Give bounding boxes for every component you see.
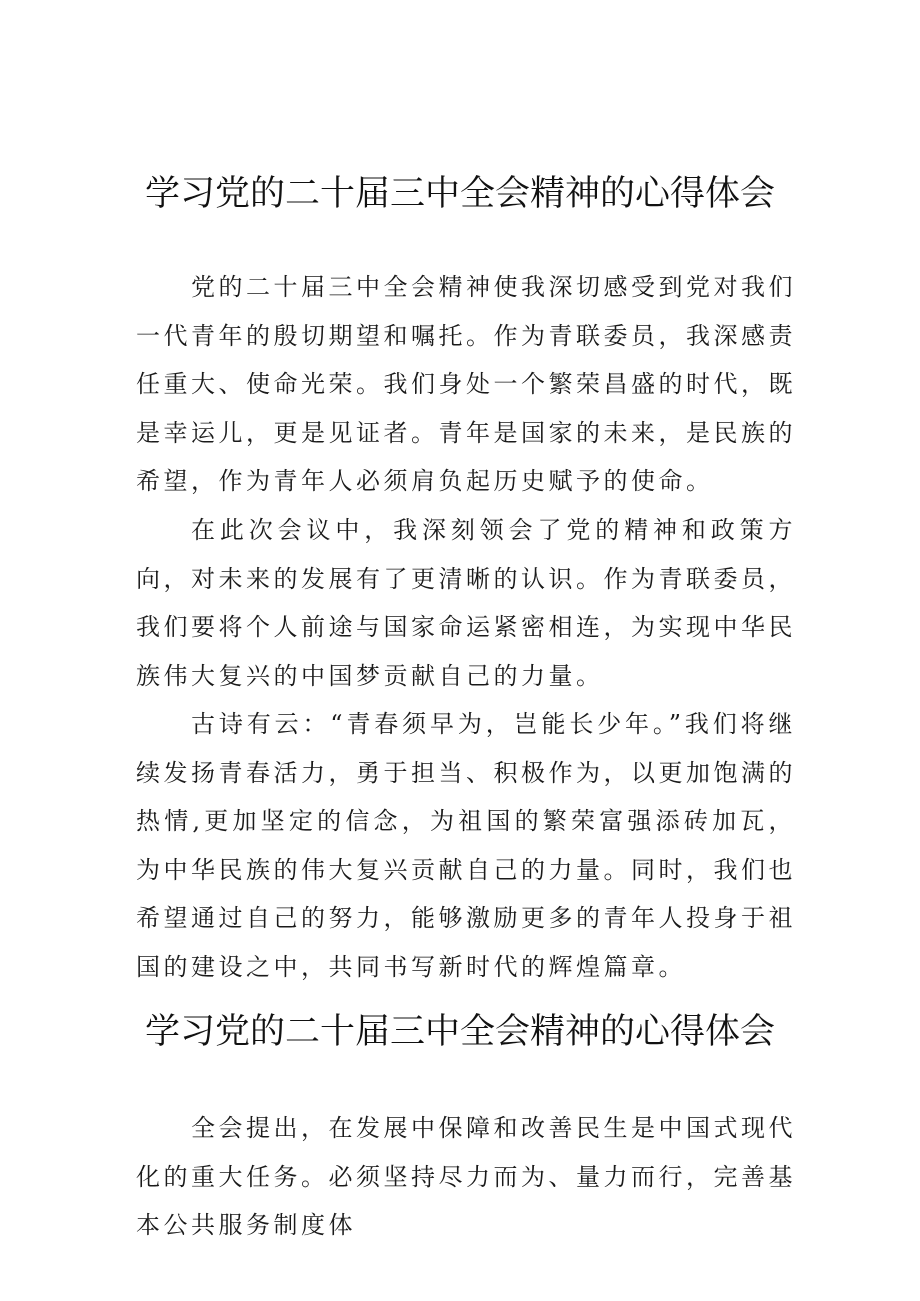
section-1-paragraph-2: 在此次会议中，我深刻领会了党的精神和政策方向，对未来的发展有了更清晰的认识。作为青联委员，我们要将个人前途与国家命运紧密相连，为实现中华民族伟大复兴的中国梦贡献自己的力量。 [136, 516, 796, 690]
section-1-title: 学习党的二十届三中全会精神的心得体会 [144, 174, 775, 214]
section-2-title: 学习党的二十届三中全会精神的心得体会 [144, 1012, 775, 1052]
section-2-paragraph-1: 全会提出，在发展中保障和改善民生是中国式现代化的重大任务。必须坚持尽力而为、量力而行，完善基本公共服务制度体 [136, 1114, 796, 1240]
section-1-paragraph-3: 古诗有云：“青春须早为，岂能长少年。”我们将继续发扬青春活力，勇于担当、积极作为，以更加饱满的热情,更加坚定的信念，为祖国的繁荣富强添砖加瓦，为中华民族的伟大复兴贡献自己的力量。同时，我们也希望通过自己的努力，能够激励更多的青年人投身于祖国的建设之中，共同书写新时代的辉煌篇章。 [136, 710, 796, 981]
section-1-paragraph-1: 党的二十届三中全会精神使我深切感受到党对我们一代青年的殷切期望和嘱托。作为青联委员，我深感责任重大、使命光荣。我们身处一个繁荣昌盛的时代，既是幸运儿，更是见证者。青年是国家的未来，是民族的希望，作为青年人必须肩负起历史赋予的使命。 [136, 273, 796, 496]
